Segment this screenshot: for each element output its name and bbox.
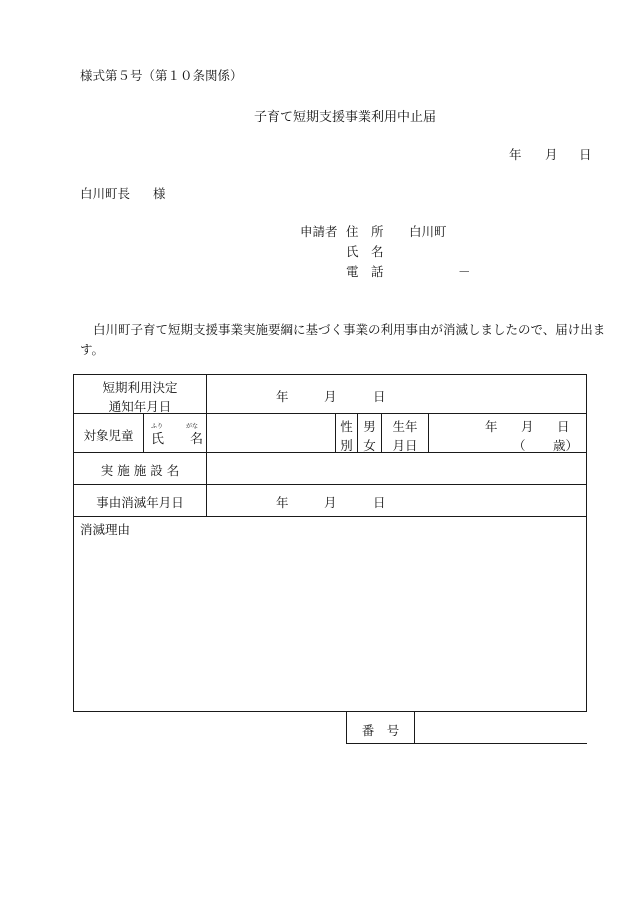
name-label: 氏 名 [346, 244, 384, 259]
applicant-label: 申請者 [300, 224, 338, 239]
furigana-gana: がな [186, 423, 199, 430]
end-day: 日 [373, 495, 386, 510]
decision-day: 日 [373, 389, 386, 404]
sex-label-line-2: 別 [340, 438, 353, 453]
decision-month: 月 [324, 389, 337, 404]
form-number: 様式第５号（第１０条関係） [80, 68, 243, 83]
facility-label: 実 施 施 設 名 [100, 463, 180, 478]
date-year: 年 [509, 147, 522, 162]
sex-label-line-1: 性 [340, 419, 353, 434]
phone-label: 電 話 [346, 264, 384, 279]
phone-dash: － [458, 264, 471, 279]
child-label: 対象児童 [83, 428, 134, 443]
age-open-paren: （ [513, 438, 526, 453]
end-date-label: 事由消滅年月日 [96, 495, 184, 510]
body-text-line-1: 白川町子育て短期支援事業実施要綱に基づく事業の利用事由が消滅しましたので、届け出ま [93, 322, 606, 337]
addressee-honorific: 様 [153, 186, 166, 201]
addressee-name: 白川町長 [80, 186, 131, 201]
date-month: 月 [545, 147, 558, 162]
age-close: 歳） [553, 438, 579, 453]
facility-field[interactable] [207, 453, 586, 484]
number-label: 番 号 [361, 723, 400, 738]
decision-date-field[interactable] [207, 375, 586, 413]
address-value: 白川町 [409, 224, 447, 239]
date-day: 日 [579, 147, 592, 162]
birth-label-line-2: 月日 [392, 438, 418, 453]
birth-day: 日 [557, 419, 570, 434]
end-date-field[interactable] [207, 485, 586, 516]
decision-year: 年 [276, 389, 289, 404]
number-field[interactable] [415, 712, 586, 743]
child-name-field[interactable] [207, 414, 335, 452]
birth-month: 月 [521, 419, 534, 434]
form-title: 子育て短期支援事業利用中止届 [254, 110, 437, 125]
reason-label: 消滅理由 [80, 522, 131, 537]
body-text-line-2: す。 [80, 342, 105, 357]
birth-year: 年 [485, 419, 498, 434]
decision-date-label-line-2: 通知年月日 [108, 399, 172, 414]
birth-label-line-1: 生年 [392, 419, 418, 434]
reason-field[interactable] [74, 538, 586, 710]
child-name-label: 氏 名 [151, 432, 204, 447]
furigana-furi: ふり [151, 423, 164, 430]
sex-female-option[interactable]: 女 [363, 438, 376, 453]
sex-male-option[interactable]: 男 [363, 419, 376, 434]
end-month: 月 [324, 495, 337, 510]
decision-date-label-line-1: 短期利用決定 [102, 380, 178, 395]
address-label: 住 所 [346, 224, 384, 239]
end-year: 年 [276, 495, 289, 510]
